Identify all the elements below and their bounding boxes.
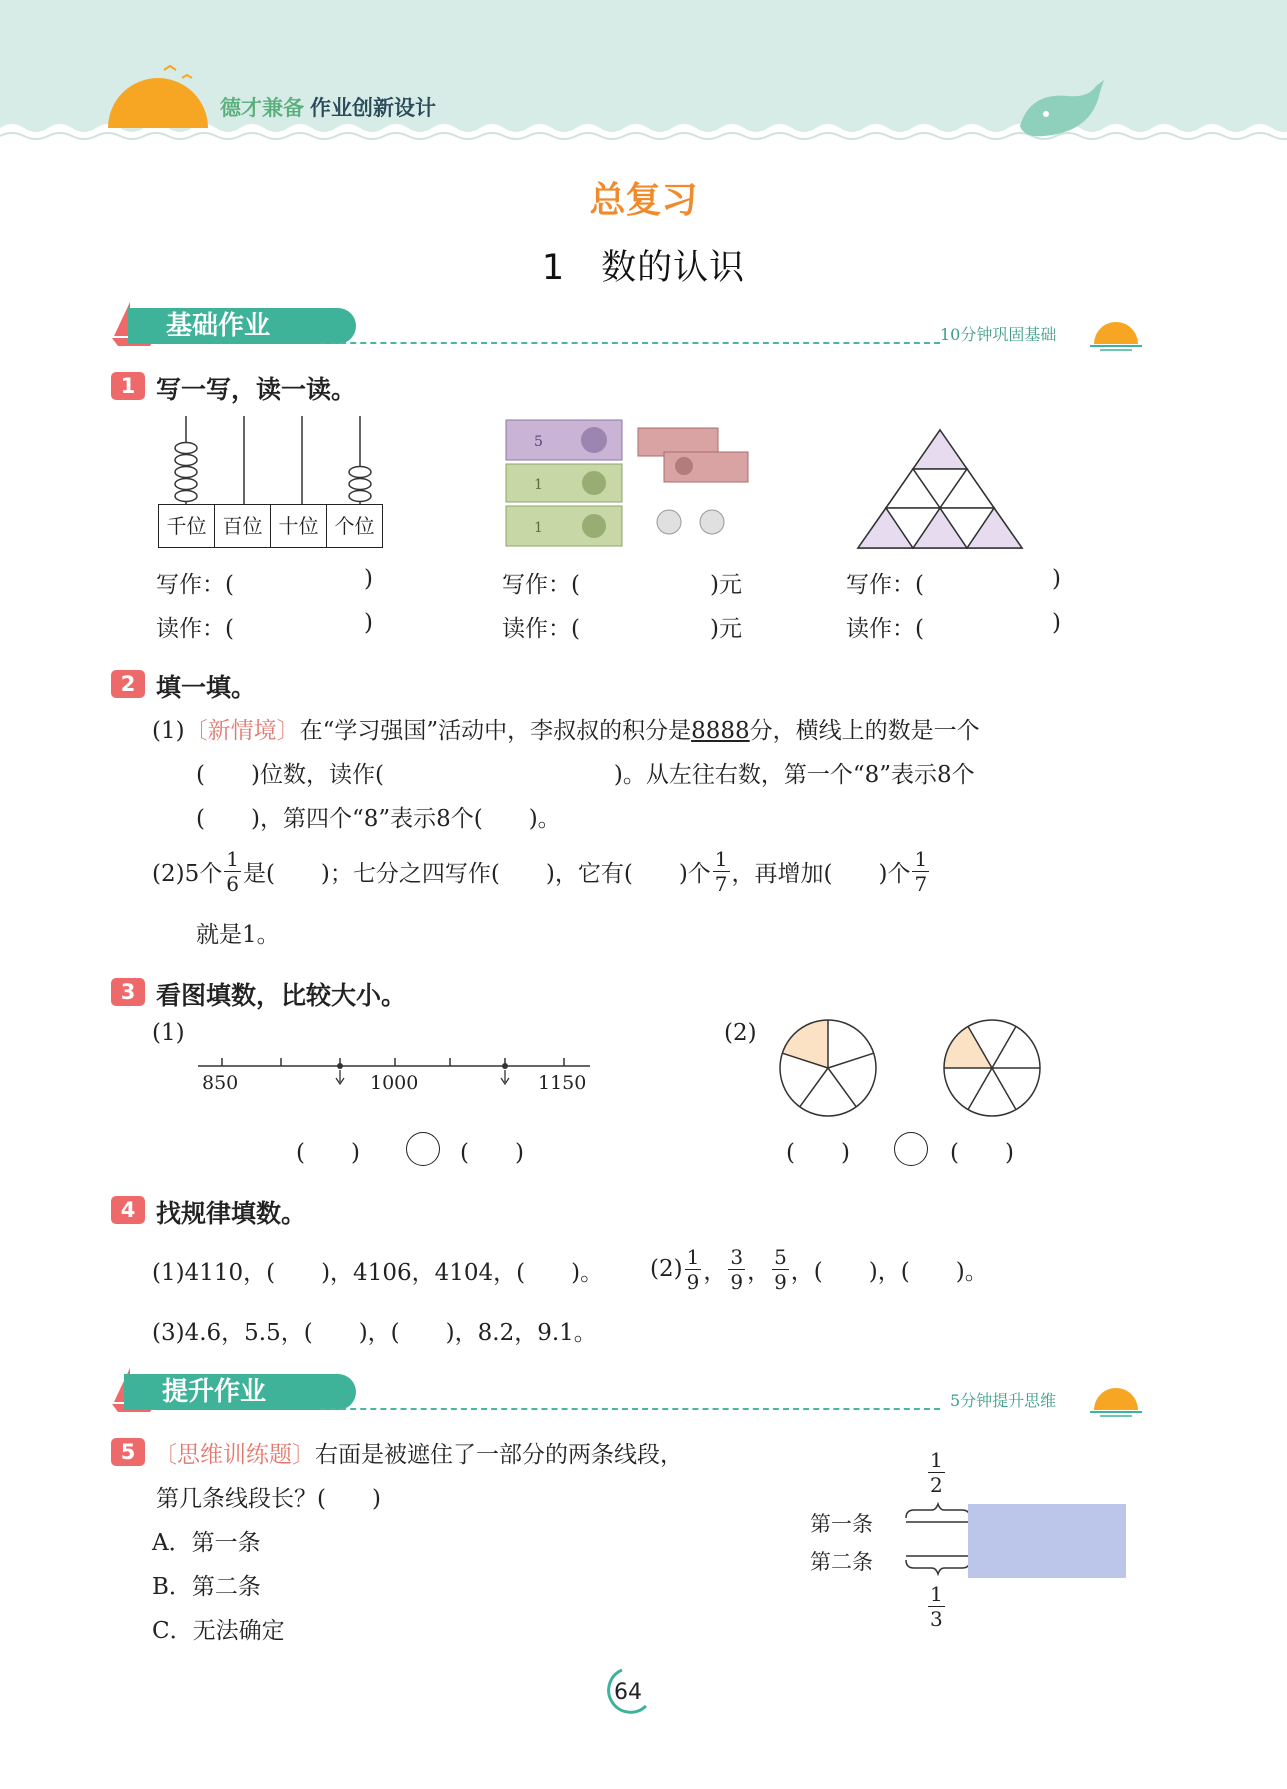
q1b-read: 读作：( <box>502 616 580 642</box>
place-hundreds: 百位 <box>215 504 271 548</box>
page-subtitle: 1 数的认识 <box>541 248 746 288</box>
q3-part2-label: (2) <box>724 1020 757 1046</box>
svg-text:5: 5 <box>534 434 543 450</box>
fraction-1-6: $\frac{1}{6}$ <box>226 846 239 896</box>
fraction-1-7-b: $\frac{1}{7}$ <box>914 846 928 896</box>
abacus-figure <box>158 412 394 506</box>
section-basic-banner: 基础作业 <box>128 308 356 344</box>
sun-icon <box>104 62 214 132</box>
question-1-title: 写一写，读一读。 <box>156 375 357 404</box>
point-b <box>502 1063 508 1069</box>
q5-fraction-top: $\frac{1}{2}$ <box>930 1448 943 1497</box>
q1a-read-close: ) <box>364 610 373 636</box>
section-advanced-note: 5分钟提升思维 <box>950 1391 1057 1410</box>
q3-part1-blank-right[interactable]: ( ) <box>460 1140 524 1166</box>
section-advanced-banner: 提升作业 <box>124 1374 356 1410</box>
q1c-write-close: ) <box>1052 566 1061 592</box>
question-number-2: 2 <box>111 670 145 698</box>
coin-a <box>657 510 681 534</box>
sunset-icon-2 <box>1090 1378 1142 1418</box>
banknote-5-yuan <box>506 420 622 460</box>
question-number-1: 1 <box>111 372 145 400</box>
place-tens: 十位 <box>271 504 327 548</box>
tick-1150: 1150 <box>538 1072 587 1094</box>
q5-option-c[interactable]: C．无法确定 <box>152 1618 285 1644</box>
arrow-a <box>336 1070 344 1084</box>
q4-part1: (1)4110，( )，4106，4104，( )。 <box>152 1260 604 1286</box>
arrow-b <box>501 1070 509 1084</box>
q4-part2: (2) $\frac{1}{9}$ ， $\frac{3}{9}$ ， $\frac{5}{9}$ ，( )，( )。 <box>650 1244 988 1294</box>
svg-text:1: 1 <box>534 477 543 493</box>
q1b-write: 写作：( <box>502 572 580 598</box>
compare-circle-2[interactable] <box>894 1132 928 1166</box>
brand-part2: 作业创新设计 <box>310 96 436 120</box>
q5-line2: 第几条线段长？( ) <box>156 1486 381 1512</box>
circle-sixths <box>944 1020 1040 1116</box>
q2-part1-line2: ( )位数，读作( )。从左往右数，第一个“8”表示8个 <box>196 762 975 788</box>
q1c-read-close: ) <box>1052 610 1061 636</box>
fraction-1-7-a: $\frac{1}{7}$ <box>714 846 728 896</box>
fraction-circles <box>778 1016 1046 1120</box>
banknote-1-jiao <box>638 428 748 482</box>
segment-1-label: 第一条 <box>810 1512 873 1536</box>
abacus-place-labels <box>158 504 383 548</box>
coin-b <box>700 510 724 534</box>
q5-option-a[interactable]: A．第一条 <box>152 1530 261 1556</box>
brace-top <box>906 1504 970 1518</box>
q1b-write-yuan: )元 <box>710 572 742 598</box>
question-4-title: 找规律填数。 <box>156 1199 307 1228</box>
place-thousands: 千位 <box>158 504 215 548</box>
page-title: 总复习 <box>589 180 698 221</box>
new-context-tag: 〔新情境〕 <box>184 718 300 744</box>
q3-part1-label: (1) <box>152 1020 185 1046</box>
q5-line1: 〔思维训练题〕右面是被遮住了一部分的两条线段， <box>154 1442 683 1468</box>
q5-option-b[interactable]: B．第二条 <box>152 1574 261 1600</box>
question-number-3: 3 <box>111 978 145 1006</box>
fraction-1-9: $\frac{1}{9}$ <box>686 1244 700 1294</box>
fraction-5-9: $\frac{5}{9}$ <box>774 1244 787 1294</box>
q3-part1-blank-left[interactable]: ( ) <box>296 1140 360 1166</box>
tick-850: 850 <box>202 1072 239 1094</box>
q1a-write: 写作：( <box>156 572 234 598</box>
circle-fifths <box>780 1020 876 1116</box>
banknote-1-yuan-a <box>506 464 622 502</box>
tick-1000: 1000 <box>370 1072 419 1094</box>
section-basic-divider <box>320 342 940 344</box>
q1c-write: 写作：( <box>846 572 924 598</box>
question-number-5: 5 <box>111 1438 145 1466</box>
section-basic-note: 10分钟巩固基础 <box>940 325 1057 344</box>
q3-part2-blank-left[interactable]: ( ) <box>786 1140 850 1166</box>
page-number: 64 <box>614 1680 642 1705</box>
thinking-tag: 〔思维训练题〕 <box>154 1442 315 1468</box>
point-a <box>337 1063 343 1069</box>
page-header <box>0 0 1287 150</box>
q1c-read: 读作：( <box>846 616 924 642</box>
money-figure <box>504 418 754 550</box>
brace-bottom <box>906 1560 970 1574</box>
q4-part3: (3)4.6，5.5，( )，( )，8.2，9.1。 <box>152 1320 597 1346</box>
cover-rectangle <box>968 1504 1126 1578</box>
compare-circle-1[interactable] <box>406 1132 440 1166</box>
sunset-icon <box>1090 312 1142 352</box>
brand-part1: 德才兼备 <box>220 96 304 120</box>
q2-part2-line1: (2)5个 $\frac{1}{6}$ 是( )；七分之四写作( )，它有( )个 $\frac{1}{7}$ ，再增加( )个 $\frac{1}{7}$ <box>152 846 928 896</box>
question-2-title: 填一填。 <box>156 673 257 702</box>
whale-icon <box>1012 74 1112 144</box>
banknote-1-yuan-b <box>506 506 622 546</box>
q1a-read: 读作：( <box>156 616 234 642</box>
q5-fraction-bottom: $\frac{1}{3}$ <box>930 1582 943 1631</box>
question-number-4: 4 <box>111 1196 145 1224</box>
q3-part2-blank-right[interactable]: ( ) <box>950 1140 1014 1166</box>
fraction-3-9: $\frac{3}{9}$ <box>730 1244 744 1294</box>
q1a-write-close: ) <box>364 566 373 592</box>
q1b-read-yuan: )元 <box>710 616 742 642</box>
score-number: 8888 <box>691 718 750 744</box>
q2-part1-line3: ( )，第四个“8”表示8个( )。 <box>196 806 561 832</box>
q2-part1-line1: (1)〔新情境〕在“学习强国”活动中，李叔叔的积分是8888分，横线上的数是一个 <box>152 718 980 744</box>
q2-part2-line2: 就是1。 <box>196 922 280 948</box>
section-advanced-divider <box>320 1408 940 1410</box>
brand <box>220 92 436 122</box>
question-3-title: 看图填数，比较大小。 <box>156 981 407 1010</box>
triangle-figure <box>856 428 1026 552</box>
segment-2-label: 第二条 <box>810 1550 873 1574</box>
place-ones: 个位 <box>327 504 383 548</box>
svg-text:1: 1 <box>534 520 543 536</box>
